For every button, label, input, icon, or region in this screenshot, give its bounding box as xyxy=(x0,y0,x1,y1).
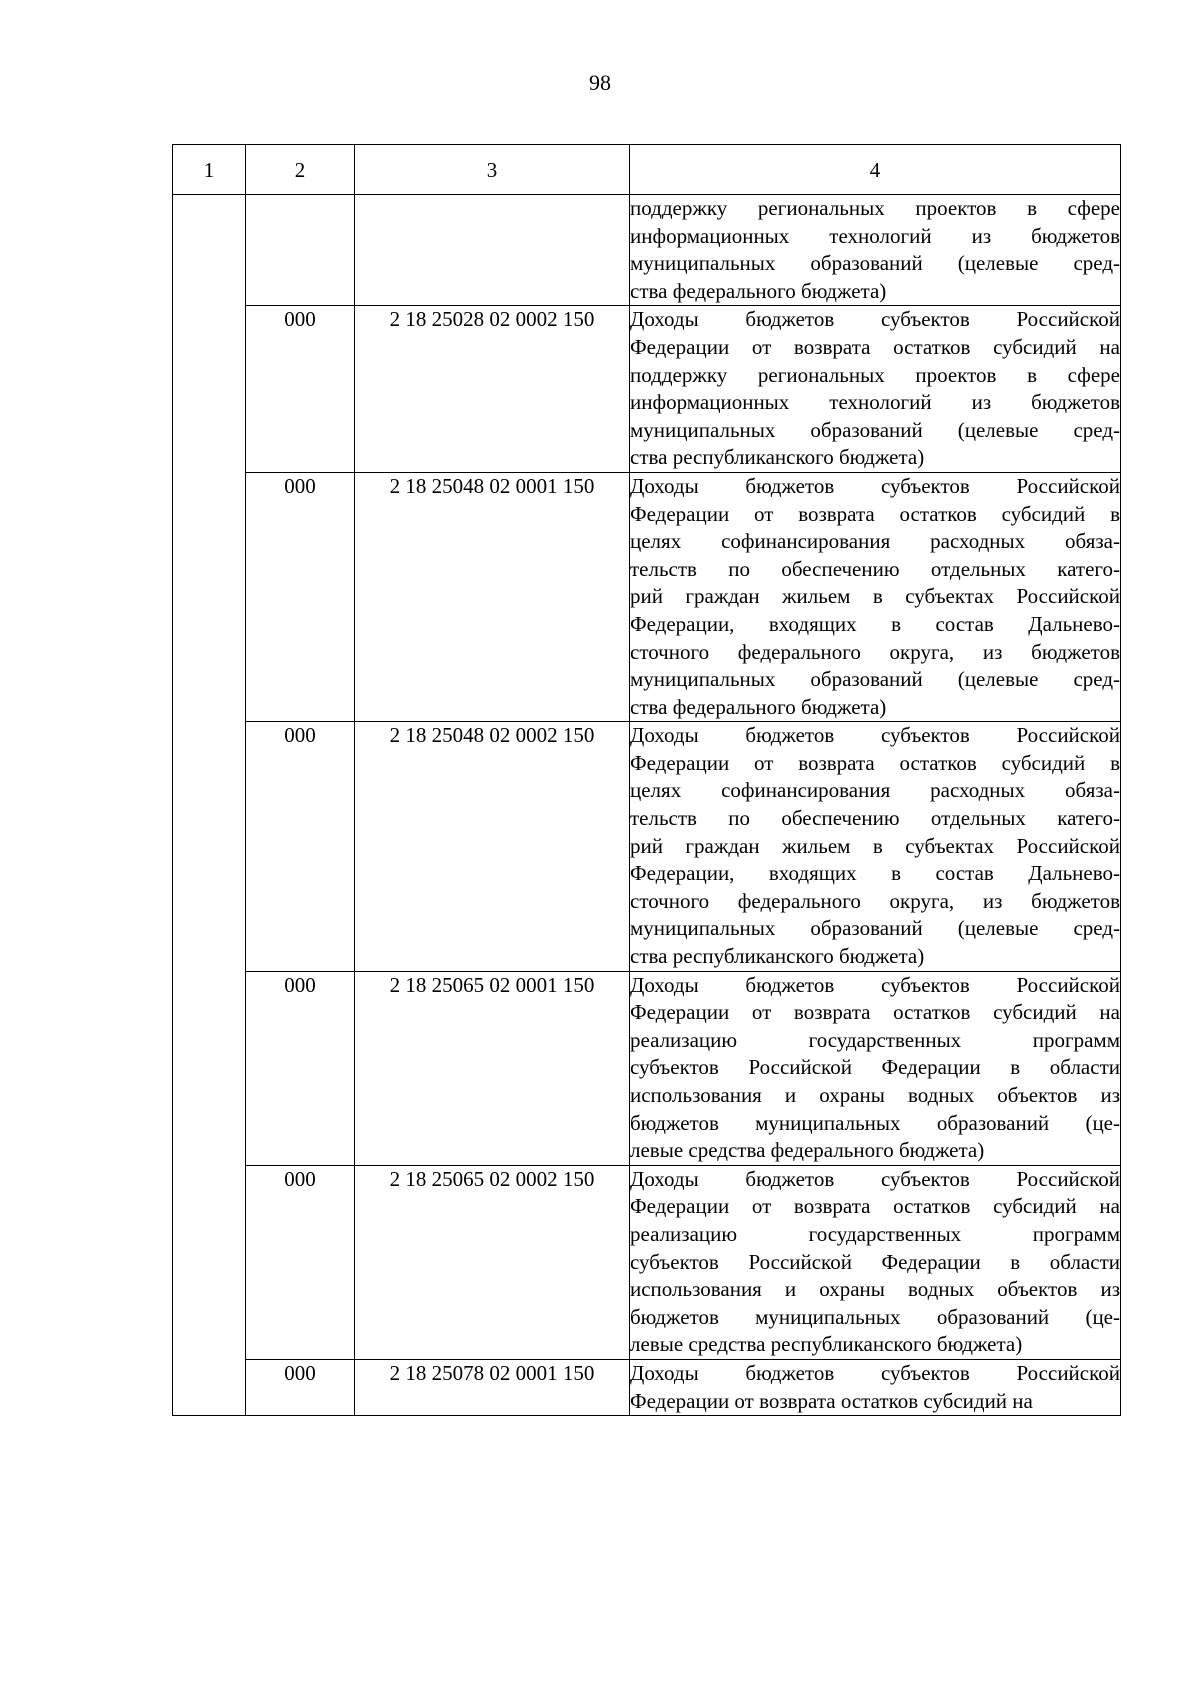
description-line: поддержку региональных проектов в сфере xyxy=(630,196,1120,220)
header-col-2: 2 xyxy=(246,145,355,195)
cell-kbk-code: 2 18 25065 02 0001 150 xyxy=(355,971,630,1165)
description-line: использования и охраны водных объектов из xyxy=(630,1277,1120,1302)
description-line: ства республиканского бюджета) xyxy=(630,445,925,470)
description-line: левые средства республиканского бюджета) xyxy=(630,1332,1023,1357)
cell-col-1 xyxy=(173,722,246,971)
description-line: рий граждан жильем в субъектах Российской xyxy=(630,833,1120,858)
table-row xyxy=(173,195,1121,306)
header-col-3: 3 xyxy=(355,145,630,195)
cell-description xyxy=(630,1359,1121,1415)
table-body xyxy=(173,195,1121,1416)
description-line: Доходы бюджетов субъектов Российской xyxy=(630,307,1120,332)
description-line: бюджетов муниципальных образований (це- xyxy=(630,1304,1120,1329)
cell-description xyxy=(630,306,1121,473)
cell-admin-code: 000 xyxy=(246,472,355,721)
cell-admin-code: 000 xyxy=(246,722,355,971)
description-line: сточного федерального округа, из бюджетов xyxy=(630,888,1120,913)
table-row xyxy=(173,472,1121,721)
description-line: Федерации, входящих в состав Дальнево- xyxy=(630,611,1120,636)
table-row xyxy=(173,306,1121,473)
header-col-1: 1 xyxy=(173,145,246,195)
description-line: ства республиканского бюджета) xyxy=(630,944,925,969)
description-line: субъектов Российской Федерации в области xyxy=(630,1055,1120,1080)
description-line: бюджетов муниципальных образований (це- xyxy=(630,1110,1120,1135)
description-line: Федерации от возврата остатков субсидий на xyxy=(630,1000,1120,1025)
description-line: реализацию государственных программ xyxy=(630,1221,1120,1246)
description-line: муниципальных образований (целевые сред- xyxy=(630,417,1120,442)
description-line: тельств по обеспечению отдельных катего- xyxy=(630,806,1120,831)
cell-admin-code: 000 xyxy=(246,1359,355,1415)
description-line: Федерации от возврата остатков субсидий на xyxy=(630,1194,1120,1219)
description-line: ства федерального бюджета) xyxy=(630,278,887,303)
header-col-4: 4 xyxy=(630,145,1121,195)
table-row xyxy=(173,971,1121,1165)
budget-classification-table xyxy=(172,144,1121,1416)
description-line: целях софинансирования расходных обяза- xyxy=(630,778,1120,803)
description-line: Доходы бюджетов субъектов Российской xyxy=(630,1166,1120,1191)
cell-description xyxy=(630,1165,1121,1359)
page-number: 98 xyxy=(589,70,611,95)
description-line: Доходы бюджетов субъектов Российской xyxy=(630,723,1120,748)
cell-kbk-code: 2 18 25078 02 0001 150 xyxy=(355,1359,630,1415)
cell-kbk-code: 2 18 25048 02 0002 150 xyxy=(355,722,630,971)
description-line: субъектов Российской Федерации в области xyxy=(630,1249,1120,1274)
description-line: Федерации от возврата остатков субсидий в xyxy=(630,750,1120,775)
description-line: рий граждан жильем в субъектах Российской xyxy=(630,584,1120,609)
description-line: Доходы бюджетов субъектов Российской xyxy=(630,473,1120,498)
cell-kbk-code: 2 18 25065 02 0002 150 xyxy=(355,1165,630,1359)
table-row xyxy=(173,1165,1121,1359)
description-line: левые средства федерального бюджета) xyxy=(630,1138,985,1163)
cell-col-1 xyxy=(173,306,246,473)
description-line: Федерации, входящих в состав Дальнево- xyxy=(630,861,1120,886)
cell-admin-code: 000 xyxy=(246,306,355,473)
description-line: ства федерального бюджета) xyxy=(630,694,887,719)
cell-kbk-code: 2 18 25048 02 0001 150 xyxy=(355,472,630,721)
description-line: тельств по обеспечению отдельных катего- xyxy=(630,556,1120,581)
cell-description xyxy=(630,722,1121,971)
cell-description xyxy=(630,195,1121,306)
cell-col-1 xyxy=(173,195,246,306)
table-header-row xyxy=(173,145,1121,195)
description-line: Доходы бюджетов субъектов Российской xyxy=(630,972,1120,997)
description-line: целях софинансирования расходных обяза- xyxy=(630,529,1120,554)
cell-admin-code xyxy=(246,195,355,306)
description-line: сточного федерального округа, из бюджетов xyxy=(630,639,1120,664)
cell-col-1 xyxy=(173,1165,246,1359)
description-line: информационных технологий из бюджетов xyxy=(630,390,1120,415)
description-line: муниципальных образований (целевые сред- xyxy=(630,916,1120,941)
description-line: Доходы бюджетов субъектов Российской xyxy=(630,1360,1120,1385)
table-row xyxy=(173,1359,1121,1415)
cell-description xyxy=(630,472,1121,721)
cell-col-1 xyxy=(173,1359,246,1415)
cell-kbk-code xyxy=(355,195,630,306)
description-line: информационных технологий из бюджетов xyxy=(630,223,1120,248)
description-line: муниципальных образований (целевые сред- xyxy=(630,667,1120,692)
cell-kbk-code: 2 18 25028 02 0002 150 xyxy=(355,306,630,473)
description-line: Федерации от возврата остатков субсидий в xyxy=(630,501,1120,526)
table-row xyxy=(173,722,1121,971)
cell-admin-code: 000 xyxy=(246,971,355,1165)
description-line: Федерации от возврата остатков субсидий на xyxy=(630,334,1120,359)
description-line: Федерации от возврата остатков субсидий на xyxy=(630,1388,1033,1413)
cell-admin-code: 000 xyxy=(246,1165,355,1359)
description-line: поддержку региональных проектов в сфере xyxy=(630,362,1120,387)
description-line: муниципальных образований (целевые сред- xyxy=(630,251,1120,276)
description-line: использования и охраны водных объектов из xyxy=(630,1083,1120,1107)
cell-col-1 xyxy=(173,472,246,721)
cell-col-1 xyxy=(173,971,246,1165)
description-line: реализацию государственных программ xyxy=(630,1027,1120,1052)
cell-description xyxy=(630,971,1121,1165)
